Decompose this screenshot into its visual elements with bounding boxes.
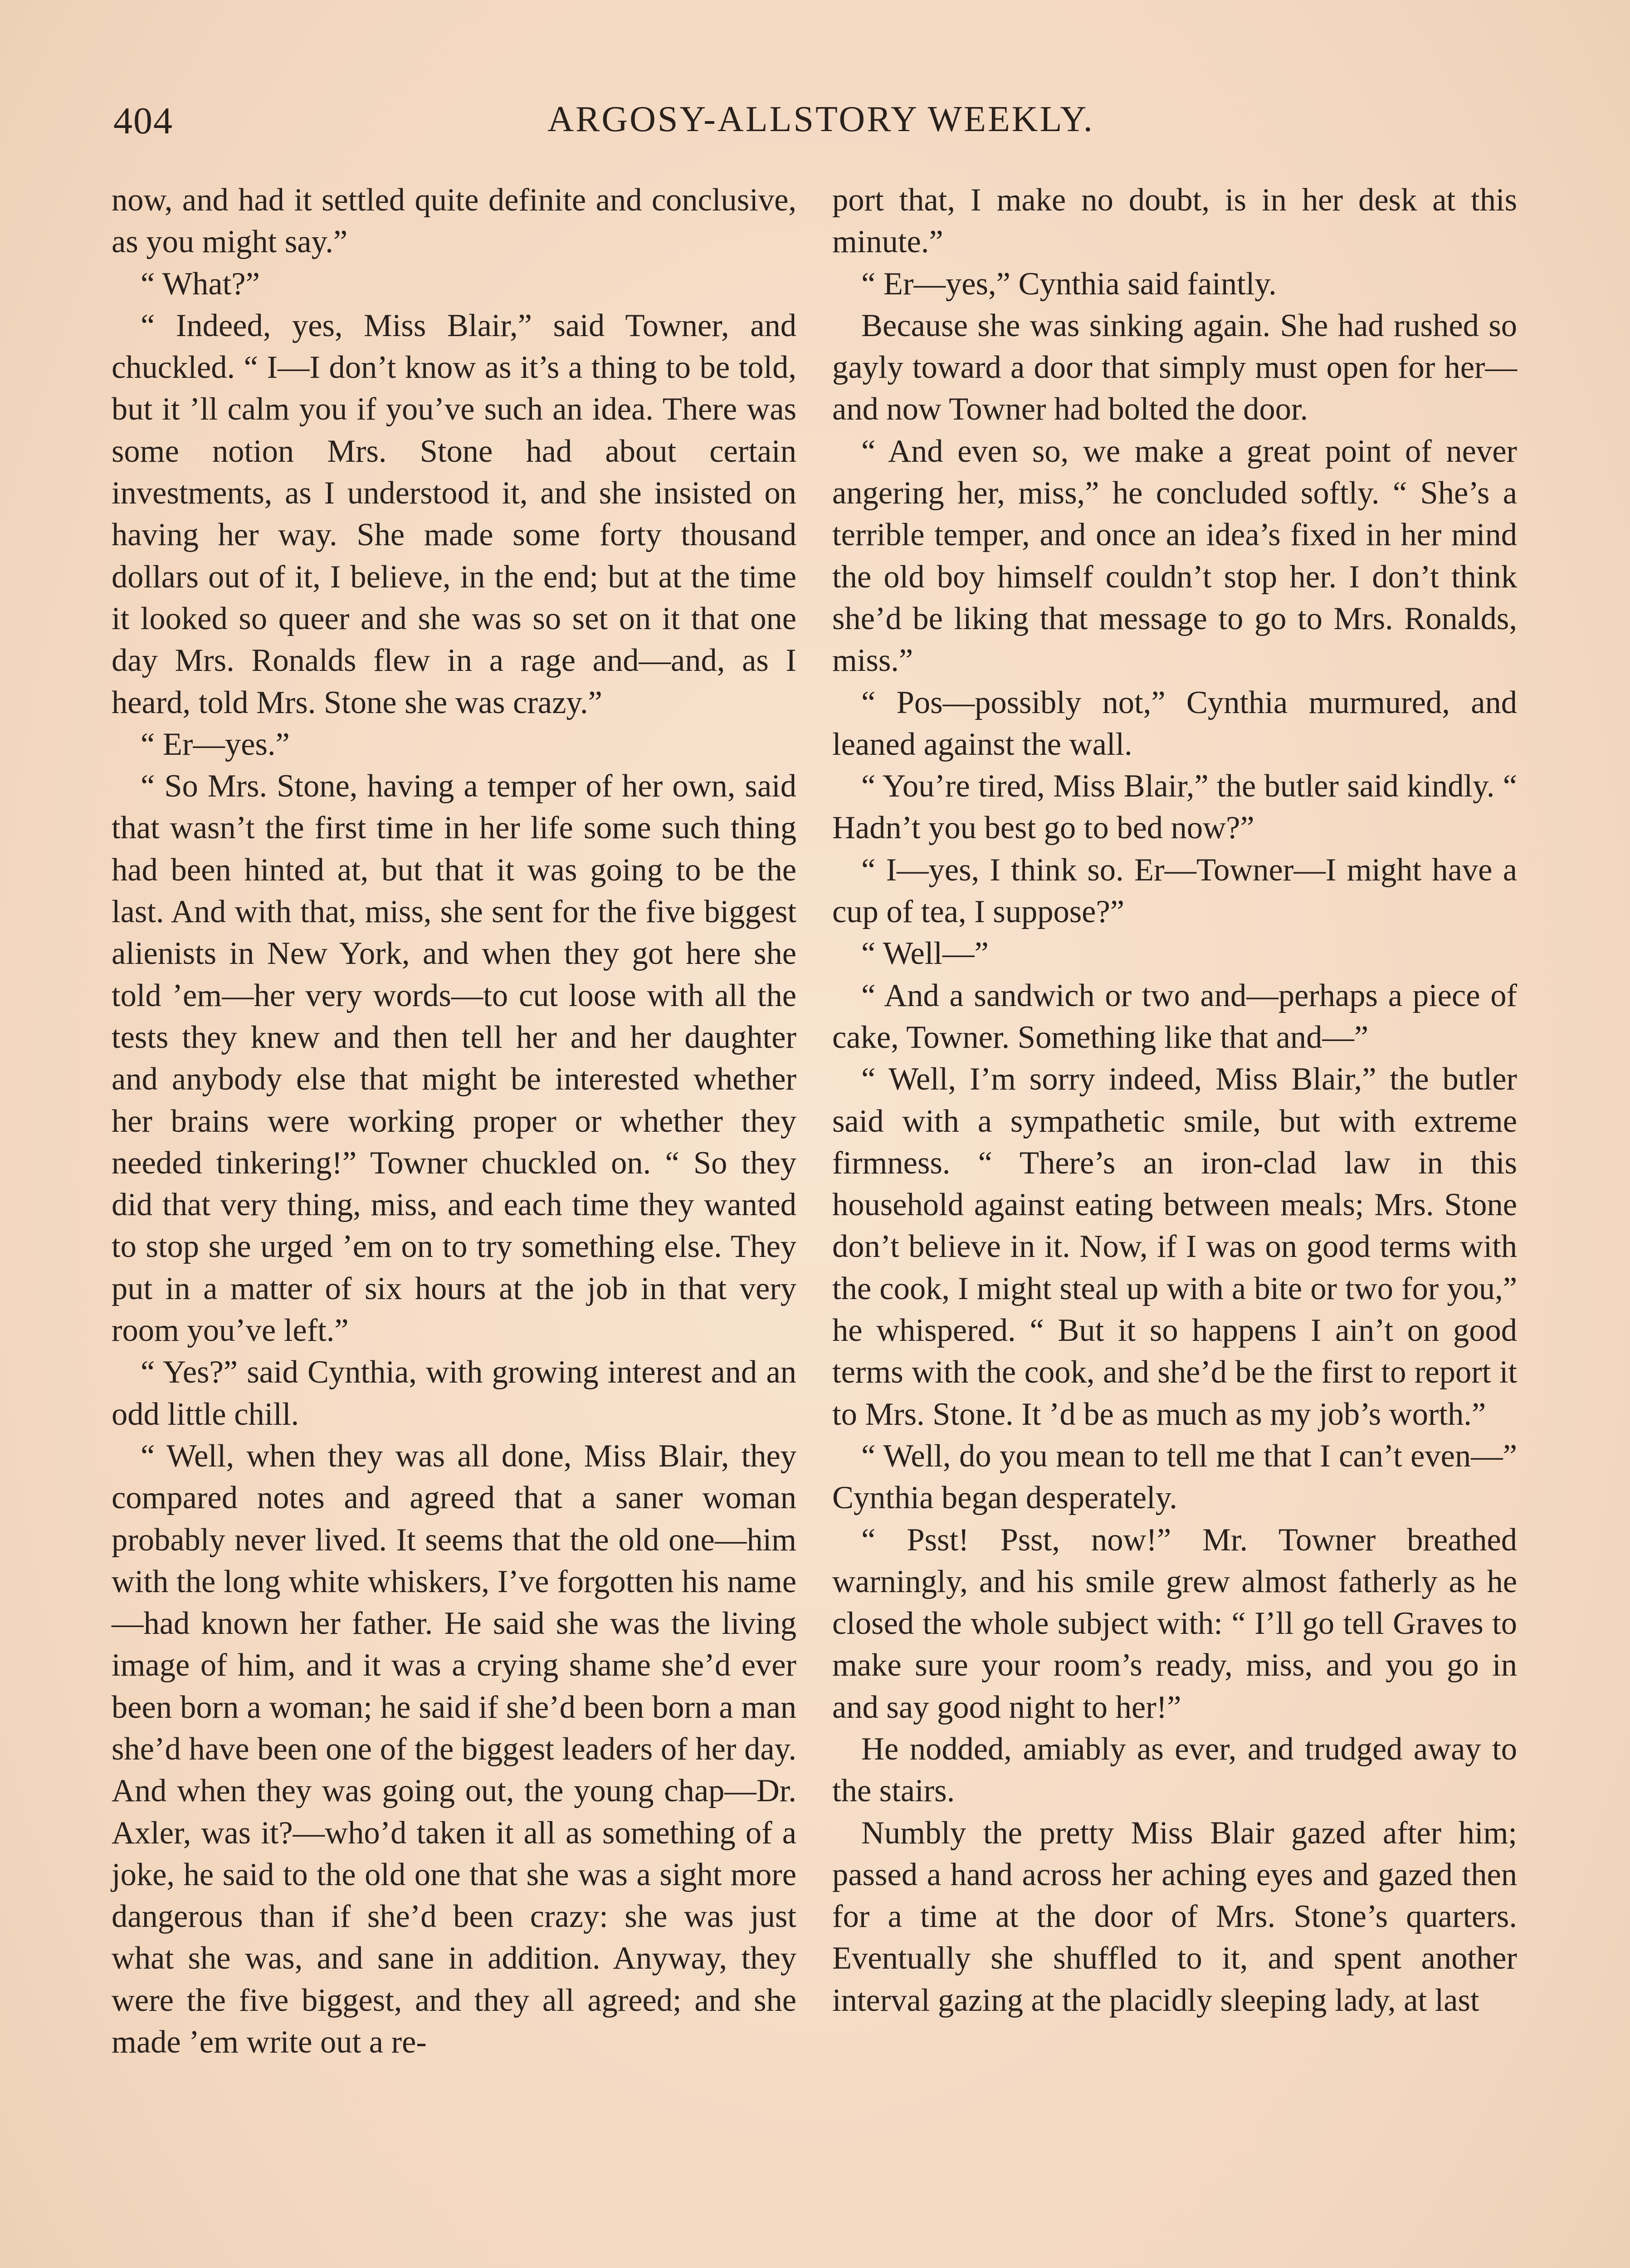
running-head: ARGOSY-ALLSTORY WEEKLY. [547,99,1094,139]
paragraph: “ So Mrs. Stone, having a temper of her own, said that wasn’t the first time in her life some such thing had been hinted at, but that it was going to be the last. And with that, miss, she sent for the five biggest alienists in New York, and when they got here she told ’em—her very words—to cut loose with all the tests they knew and then tell her and her daughter and anybody else that might be interested whether her brains were working proper or whether they needed tinkering!” Towner chuckled on. “ So they did that very thing, miss, and each time they wanted to stop she urged ’em on to try something else. They put in a matter of six hours at the job in that very room you’ve left.” [112,768,796,1349]
paragraph: “ Er—yes.” [141,726,290,762]
paragraph: “ I—yes, I think so. Er—Towner—I might have a cup of tea, I suppose?” [832,852,1517,930]
paragraph: port that, I make no doubt, is in her desk at this minute.” [832,182,1517,260]
paragraph: Numbly the pretty Miss Blair gazed after him; passed a hand across her aching eyes and gazed then for a time at the door of Mrs. Stone’s quarters. Eventually she shuffled to it, and spent another interval gazing at the placidly sleeping lady, at last [832,1815,1517,2018]
paragraph: “ Er—yes,” Cynthia said faintly. [861,266,1277,302]
paragraph: “ You’re tired, Miss Blair,” the butler said kindly. “ Hadn’t you best go to bed now?” [832,768,1517,846]
paragraph: “ And a sandwich or two and—perhaps a piece of cake, Towner. Something like that and—” [832,978,1517,1055]
paragraph: “ Indeed, yes, Miss Blair,” said Towner, and chuckled. “ I—I don’t know as it’s a thing to be told, but it ’ll calm you if you’ve such an idea. There was some notion Mrs. Stone had about certain investments, as I understood it, and she insisted on having her way. She made some forty thousand dollars out of it, I believe, in the end; but at the time it looked so queer and she was so set on it that one day Mrs. Ronalds flew in a rage and—and, as I heard, told Mrs. Stone she was crazy.” [112,308,796,720]
paragraph: “ And even so, we make a great point of never angering her, miss,” he concluded softly. “ She’s a terrible temper, and once an idea’s fixed in her mind the old boy himself couldn’t stop her. I don’t think she’d be liking that message to go to Mrs. Ronalds, miss.” [832,433,1517,679]
paragraph: “ Well—” [861,936,989,972]
page-header [113,99,1528,149]
paragraph: “ Well, do you mean to tell me that I can’t even—” Cynthia began desperately. [832,1438,1517,1516]
page-number: 404 [113,100,173,142]
paragraph: Because she was sinking again. She had rushed so gayly toward a door that simply must open for her—and now Towner had bolted the door. [832,308,1517,427]
paragraph: “ Psst! Psst, now!” Mr. Towner breathed warningly, and his smile grew almost fatherly as he closed the whole subject with: “ I’ll go tell Graves to make sure your room’s ready, miss, and you go in and say good night to her!” [832,1522,1517,1725]
paragraph: now, and had it settled quite definite and conclusive, as you might say.” [112,182,796,260]
paragraph: “ Well, when they was all done, Miss Blair, they compared notes and agreed that a saner woman probably never lived. It seems that the old one—him with the long white whiskers, I’ve forgotten his name—had known her father. He said she was the living image of him, and it was a crying shame she’d ever been born a woman; he said if she’d been born a man she’d have been one of the biggest leaders of her day. And when they was going out, the young chap—Dr. Axler, was it?—who’d taken it all as something of a joke, he said to the old one that she was a sight more dangerous than if she’d been crazy: she was just what she was, and sane in addition. Anyway, they were the five biggest, and they all agreed; and she made ’em write out a re- [112,1438,796,2060]
paragraph: “ Well, I’m sorry indeed, Miss Blair,” the butler said with a sympathetic smile, but with extreme firmness. “ There’s an iron-clad law in this household against eating between meals; Mrs. Stone don’t believe in it. Now, if I was on good terms with the cook, I might steal up with a bite or two for you,” he whispered. “ But it so happens I ain’t on good terms with the cook, and she’d be the first to report it to Mrs. Stone. It ’d be as much as my job’s worth.” [832,1061,1517,1432]
right-column [832,179,1517,2268]
paragraph: He nodded, amiably as ever, and trudged away to the stairs. [832,1731,1517,1809]
paragraph: “ What?” [141,266,260,302]
paragraph: “ Yes?” said Cynthia, with growing interest and an odd little chill. [112,1354,796,1432]
paragraph: “ Pos—possibly not,” Cynthia murmured, and leaned against the wall. [832,684,1517,762]
left-column [112,179,796,2268]
